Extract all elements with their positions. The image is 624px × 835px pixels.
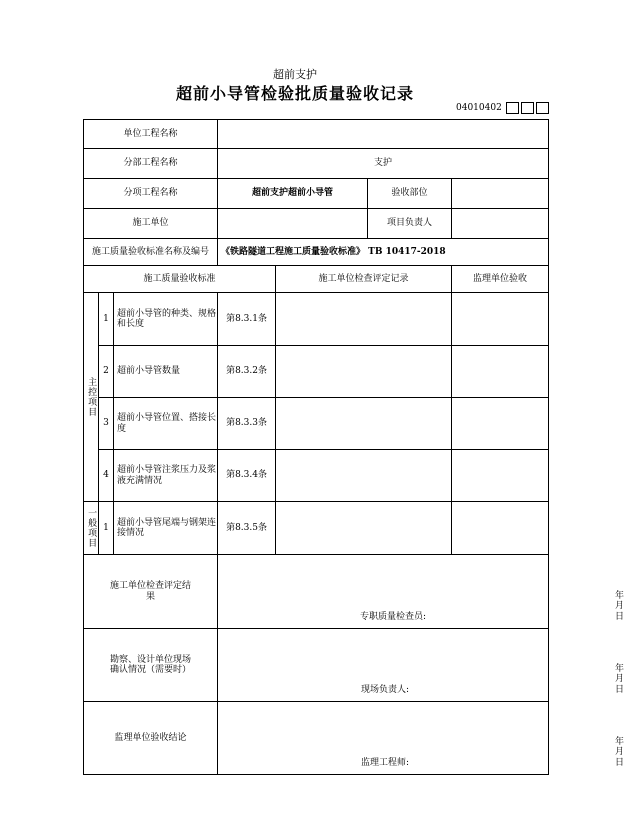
- item-clause: 第8.3.2条: [218, 346, 276, 398]
- main-control-row-1: [84, 293, 549, 346]
- supervision-date: 年 月 日: [615, 736, 624, 768]
- survey-result-cell[interactable]: [218, 629, 624, 702]
- construction-unit-value[interactable]: [218, 209, 368, 239]
- construction-check-cell[interactable]: [276, 398, 452, 450]
- header-construction-check: 施工单位检查评定记录: [276, 266, 452, 293]
- header-standard: 施工质量验收标准: [84, 266, 276, 293]
- row-unit-project: [84, 120, 549, 149]
- main-control-group-label: 主控项目: [84, 293, 99, 502]
- form-code-number: 04010402: [456, 103, 502, 113]
- code-box-2[interactable]: [521, 102, 534, 114]
- code-box-3[interactable]: [536, 102, 549, 114]
- supervision-result-cell[interactable]: [218, 702, 624, 775]
- form-code: [456, 102, 549, 114]
- construction-check-cell[interactable]: [276, 346, 452, 398]
- main-control-row-4: [84, 450, 549, 502]
- main-control-row-2: [84, 346, 549, 398]
- supervision-check-cell[interactable]: [452, 398, 549, 450]
- item-clause: 第8.3.1条: [218, 293, 276, 346]
- item-text: 超前小导管的种类、规格和长度: [114, 293, 218, 346]
- item-text: 超前小导管尾端与钢架连接情况: [114, 502, 218, 555]
- unit-project-label: 单位工程名称: [84, 120, 218, 149]
- supervision-check-cell[interactable]: [452, 502, 549, 555]
- item-project-value[interactable]: 超前支护超前小导管: [218, 179, 368, 209]
- construction-date: 年 月 日: [615, 590, 624, 622]
- row-construction-result: [84, 555, 549, 629]
- sub-project-value[interactable]: 支护: [218, 149, 549, 179]
- item-clause: 第8.3.4条: [218, 450, 276, 502]
- construction-result-cell[interactable]: [218, 555, 624, 629]
- item-text: 超前小导管位置、搭接长度: [114, 398, 218, 450]
- acceptance-form-table: [83, 119, 624, 775]
- construction-signature-label: 专职质量检查员:: [360, 611, 427, 622]
- item-text: 超前小导管注浆压力及浆液充满情况: [114, 450, 218, 502]
- project-manager-value[interactable]: [452, 209, 549, 239]
- form-title: 超前小导管检验批质量验收记录: [175, 84, 414, 103]
- item-number: 1: [99, 502, 114, 555]
- item-clause: 第8.3.5条: [218, 502, 276, 555]
- item-number: 1: [99, 293, 114, 346]
- main-control-row-3: [84, 398, 549, 450]
- unit-project-value[interactable]: [218, 120, 549, 149]
- general-row-1: [84, 502, 549, 555]
- header-supervision-check: 监理单位验收: [452, 266, 549, 293]
- supervision-check-cell[interactable]: [452, 293, 549, 346]
- row-column-headers: [84, 266, 549, 293]
- supervision-check-cell[interactable]: [452, 346, 549, 398]
- standard-label: 施工质量验收标准名称及编号: [84, 239, 218, 266]
- construction-result-label: 施工单位检查评定结果: [84, 555, 218, 629]
- form-subtitle: 超前支护: [273, 68, 317, 81]
- project-manager-label: 项目负责人: [368, 209, 452, 239]
- row-supervision-result: [84, 702, 549, 775]
- row-sub-project: [84, 149, 549, 179]
- standard-value: 《铁路隧道工程施工质量验收标准》 TB 10417-2018: [218, 239, 549, 266]
- survey-result-label: 勘察、设计单位现场确认情况（需要时）: [84, 629, 218, 702]
- item-text: 超前小导管数量: [114, 346, 218, 398]
- item-number: 2: [99, 346, 114, 398]
- row-survey-result: [84, 629, 549, 702]
- acceptance-part-value[interactable]: [452, 179, 549, 209]
- general-group-label: 一般项目: [84, 502, 99, 555]
- item-number: 4: [99, 450, 114, 502]
- item-project-label: 分项工程名称: [84, 179, 218, 209]
- code-box-1[interactable]: [506, 102, 519, 114]
- construction-unit-label: 施工单位: [84, 209, 218, 239]
- acceptance-part-label: 验收部位: [368, 179, 452, 209]
- sub-project-label: 分部工程名称: [84, 149, 218, 179]
- row-construction-unit: [84, 209, 549, 239]
- construction-check-cell[interactable]: [276, 450, 452, 502]
- supervision-result-label: 监理单位验收结论: [84, 702, 218, 775]
- survey-signature-label: 现场负责人:: [361, 684, 410, 695]
- item-number: 3: [99, 398, 114, 450]
- item-clause: 第8.3.3条: [218, 398, 276, 450]
- supervision-signature-label: 监理工程师:: [361, 757, 410, 768]
- construction-check-cell[interactable]: [276, 293, 452, 346]
- row-standard: [84, 239, 549, 266]
- supervision-check-cell[interactable]: [452, 450, 549, 502]
- survey-date: 年 月 日: [615, 663, 624, 695]
- construction-check-cell[interactable]: [276, 502, 452, 555]
- row-item-project: [84, 179, 549, 209]
